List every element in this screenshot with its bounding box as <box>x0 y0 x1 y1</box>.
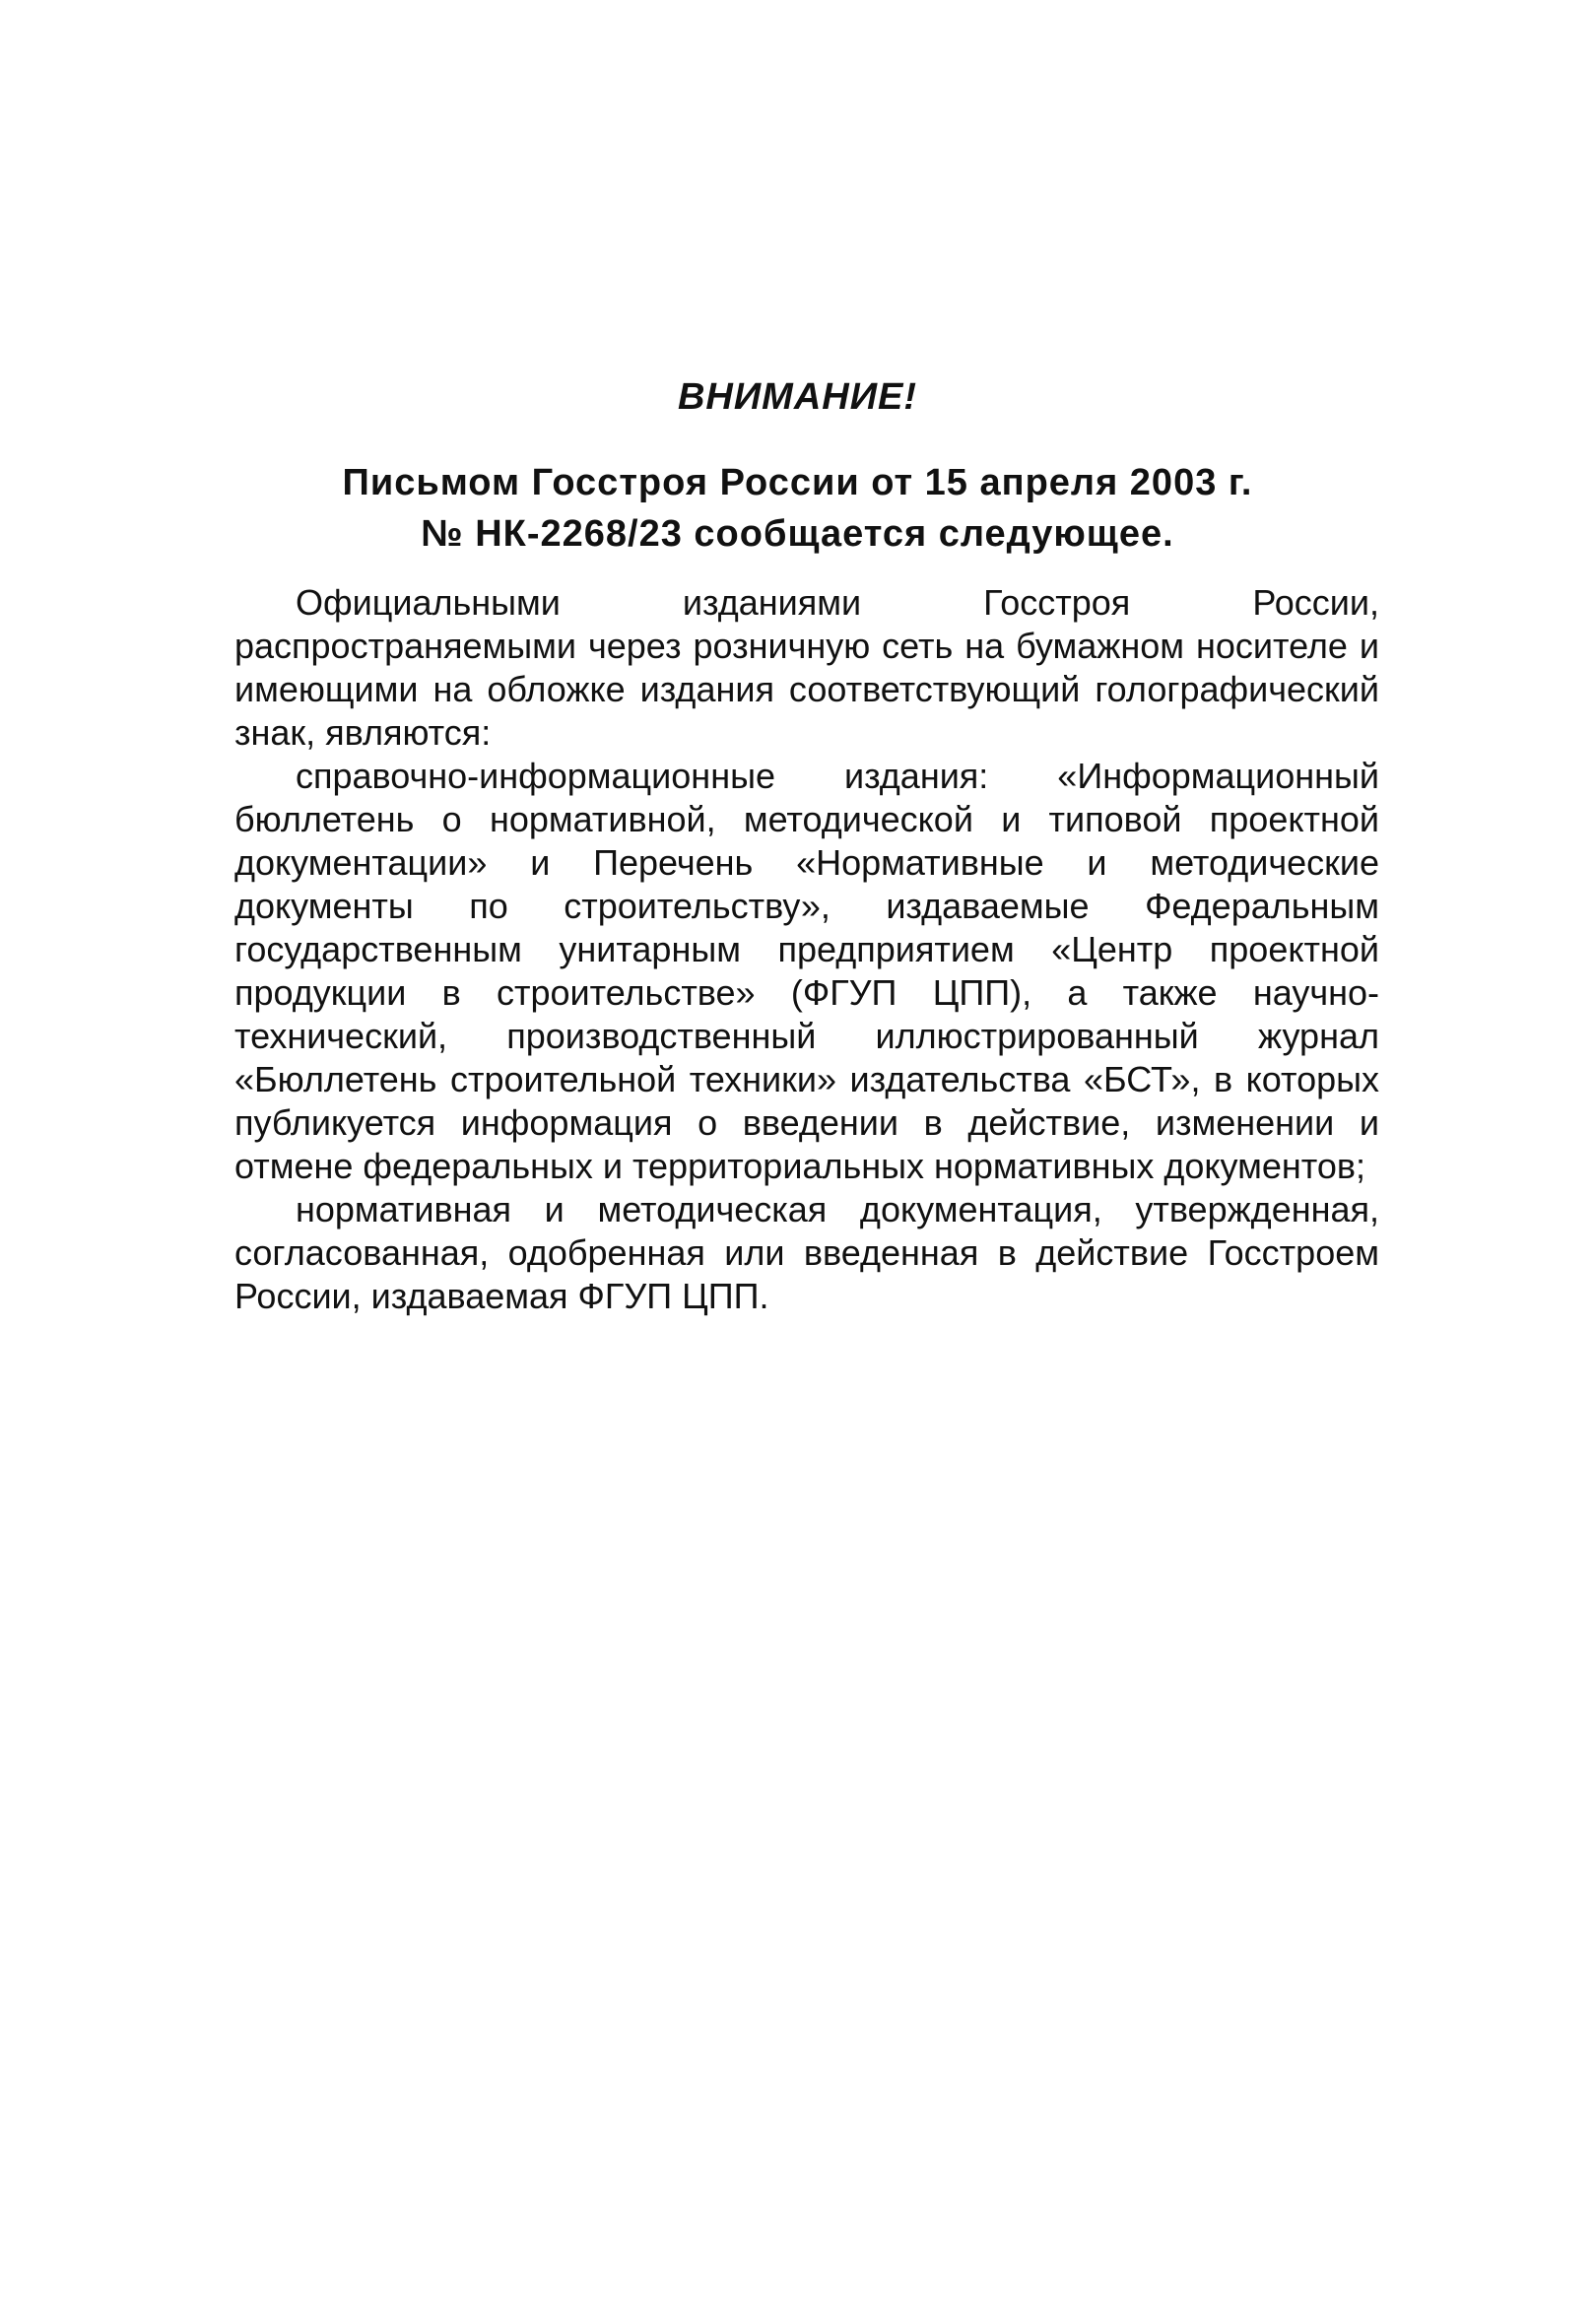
paragraph-normative-documentation: нормативная и методическая документация, утвержденная, согласованная, одобренная или введенная в действие Госстроем России, издаваемая ФГУП ЦПП. <box>234 1189 1379 1316</box>
letter-title <box>0 457 1595 560</box>
letter-title-line-2: № НК-2268/23 сообщается следующее. <box>421 513 1174 555</box>
paragraph-reference-editions: справочно-информационные издания: «Информационный бюллетень о нормативной, методической и типовой проектной документации» и Перечень «Нормативные и методические документы по строительству», издаваемые Федеральным государственным унитарным предприятием «Центр проектной продукции в строительстве» (ФГУП ЦПП), а также научно-технический, производственный иллюстрированный журнал «Бюллетень строительной техники» издательства «БСТ», в которых публикуется информация о введении в действие, изменении и отмене федеральных и территориальных нормативных документов; <box>234 756 1379 1186</box>
letter-title-line-1: Письмом Госстроя России от 15 апреля 2003 г. <box>342 462 1253 503</box>
paragraph-official-editions: Официальными изданиями Госстроя России, распространяемыми через розничную сеть на бумажном носителе и имеющими на обложке издания соответствующий голографический знак, являются: <box>234 582 1379 753</box>
letter-body <box>234 581 1379 1318</box>
notice-heading: ВНИМАНИЕ! <box>677 376 918 418</box>
